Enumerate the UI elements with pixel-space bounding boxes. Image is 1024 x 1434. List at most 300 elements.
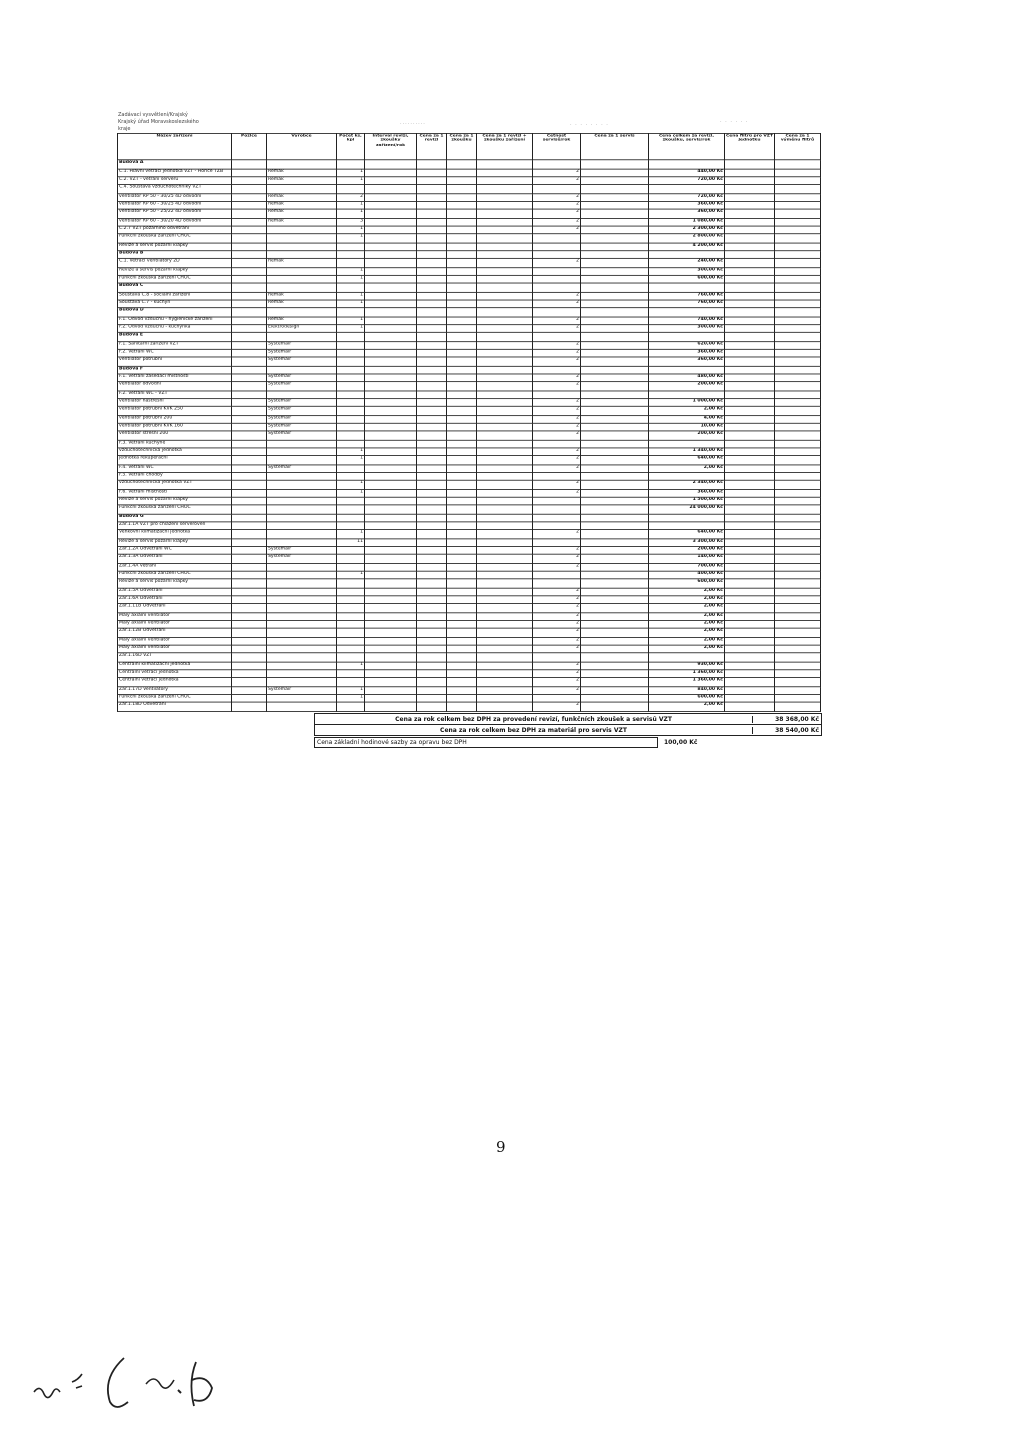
table-cell [477,645,533,653]
table-cell [232,456,267,465]
table-cell [365,177,417,185]
table-cell [337,366,365,374]
table-cell [775,349,821,357]
table-cell [365,702,417,711]
table-cell: 1 360,00 Kč [649,677,725,686]
table-cell: 1 500,00 Kč [649,497,725,505]
table-cell: ventilátor nástřešní [118,399,232,407]
table-row [118,554,821,563]
table-cell [649,308,725,317]
table-cell [581,456,649,465]
table-cell [337,258,365,267]
table-cell [232,522,267,530]
table-cell [725,579,775,588]
table-cell [775,332,821,341]
column-header: Cena za 1 výměnu filtrů [775,133,821,159]
table-cell: 200,00 Kč [649,382,725,391]
table-cell: 2 [533,554,581,563]
table-row [118,349,821,357]
table-cell [725,554,775,563]
table-cell [337,431,365,440]
table-cell: C.4. Soustava vzduchotechniky VZT [118,184,232,193]
table-cell [581,300,649,308]
table-cell [477,505,533,514]
table-cell [232,440,267,448]
table-row [118,571,821,579]
table-cell [417,613,447,621]
table-cell: 2 [533,613,581,621]
table-cell [417,169,447,177]
table-cell [447,160,477,169]
table-cell [725,456,775,465]
table-cell [447,571,477,579]
table-cell [447,613,477,621]
table-cell [649,440,725,448]
table-cell [477,268,533,276]
table-cell [417,349,447,357]
table-cell [649,473,725,481]
table-cell [232,366,267,374]
table-cell [267,613,337,621]
table-cell [649,160,725,169]
table-cell [725,160,775,169]
table-cell [775,177,821,185]
table-cell [581,423,649,431]
table-cell [417,440,447,448]
table-cell [365,406,417,415]
table-cell: 1 [337,480,365,489]
table-cell [267,332,337,341]
table-cell: Zař.1.18D Odvětrání [118,702,232,711]
table-cell [477,416,533,424]
table-cell [775,201,821,209]
table-cell [775,456,821,465]
table-cell [365,653,417,662]
table-cell [775,628,821,637]
table-cell: ventilátor RP 60 - 30/25 4D odvodní [118,201,232,209]
table-row [118,547,821,555]
table-row [118,620,821,628]
table-cell [232,613,267,621]
table-row [118,209,821,218]
table-cell [232,645,267,653]
table-cell [232,579,267,588]
table-cell [447,505,477,514]
table-cell [725,234,775,243]
table-cell [417,522,447,530]
table-cell [725,448,775,456]
table-cell [775,292,821,300]
table-cell: 2 [533,349,581,357]
table-row [118,645,821,653]
table-cell [775,431,821,440]
table-cell [417,480,447,489]
table-cell [337,406,365,415]
table-cell [447,416,477,424]
table-cell [775,497,821,505]
table-cell [775,406,821,415]
table-row [118,530,821,539]
table-cell [477,596,533,604]
table-cell: 240,00 Kč [649,258,725,267]
table-cell: Zař.1.12B Odvětrání [118,628,232,637]
table-cell [477,480,533,489]
table-cell: 640,00 Kč [649,530,725,539]
table-row [118,588,821,596]
table-cell: 1 080,00 Kč [649,218,725,226]
table-cell: 2 [533,662,581,670]
table-cell: F.5. Větrání chodby [118,473,232,481]
table-cell: Systemair [267,554,337,563]
table-cell [365,275,417,283]
table-cell [477,514,533,522]
table-cell [447,406,477,415]
table-cell [581,258,649,267]
table-row [118,234,821,243]
table-cell [417,194,447,202]
table-cell [417,539,447,547]
table-cell [365,687,417,695]
table-cell [581,218,649,226]
table-cell [533,234,581,243]
table-cell [337,497,365,505]
table-cell: Remak [267,177,337,185]
table-cell [232,554,267,563]
table-cell [232,406,267,415]
table-cell [267,670,337,678]
table-cell [365,497,417,505]
table-row [118,423,821,431]
table-cell [477,366,533,374]
table-cell: Revize a servis požární klapky [118,243,232,251]
table-cell [581,251,649,259]
table-cell [775,366,821,374]
table-cell [267,497,337,505]
table-cell: Zař.1.2A Odvětrání WC [118,547,232,555]
table-cell [533,251,581,259]
table-row [118,243,821,251]
table-cell [477,218,533,226]
table-cell [581,194,649,202]
table-cell [533,539,581,547]
page-number: 9 [496,1138,506,1156]
table-cell [417,357,447,366]
table-cell [447,169,477,177]
table-cell [725,440,775,448]
table-cell [775,687,821,695]
table-cell [365,300,417,308]
header-line: Krajský úřad Moravskoslezského [118,119,199,125]
table-cell [477,554,533,563]
table-cell [365,258,417,267]
table-cell [365,522,417,530]
handwritten-signature [28,1340,258,1420]
table-cell [581,490,649,498]
table-cell: 2,00 Kč [649,613,725,621]
table-cell: Budova C [118,283,232,292]
table-cell [232,423,267,431]
table-row [118,687,821,695]
table-cell: 1 [337,456,365,465]
table-cell [581,677,649,686]
table-cell [477,292,533,300]
table-cell: 4,00 Kč [649,416,725,424]
table-cell [447,382,477,391]
table-cell [417,456,447,465]
table-cell [232,539,267,547]
table-row [118,456,821,465]
table-cell [477,169,533,177]
table-cell: 2 [533,431,581,440]
table-cell [725,645,775,653]
table-cell [232,473,267,481]
table-cell [417,399,447,407]
table-row [118,490,821,498]
table-cell [725,177,775,185]
scan-smudge: .......... [400,120,426,126]
table-cell [725,226,775,234]
table-cell [581,547,649,555]
table-cell: 930,00 Kč [649,662,725,670]
table-cell [232,588,267,596]
table-cell [417,292,447,300]
table-cell [447,275,477,283]
table-cell: 840,00 Kč [649,687,725,695]
table-cell [477,571,533,579]
table-cell [417,374,447,382]
table-cell [365,292,417,300]
table-cell [581,564,649,572]
table-cell [365,366,417,374]
table-cell [232,547,267,555]
table-cell [232,391,267,399]
table-cell [775,579,821,588]
table-cell: Zař.1.5A Odvětrání [118,588,232,596]
table-cell [232,505,267,514]
table-cell [337,391,365,399]
table-cell: Funkční zkouška zařízení CHOC [118,694,232,702]
table-cell: 2 [533,177,581,185]
table-cell: Funkční zkouška zařízení CHOC [118,234,232,243]
table-cell: Budova A [118,160,232,169]
table-cell [477,283,533,292]
table-cell [267,662,337,670]
table-cell: 1 [337,275,365,283]
table-cell [267,251,337,259]
table-cell: 300,00 Kč [649,325,725,333]
table-cell [447,473,477,481]
table-row [118,596,821,604]
table-cell [581,169,649,177]
table-cell: Malý axiální ventilátor [118,620,232,628]
table-cell [365,243,417,251]
total-row [314,725,822,736]
table-cell [417,490,447,498]
table-cell [775,300,821,308]
table-cell [267,579,337,588]
table-cell [477,431,533,440]
table-cell [232,332,267,341]
table-cell [365,423,417,431]
table-cell [417,275,447,283]
table-cell: C.2.7 VZT požárního odvětrání [118,226,232,234]
document-header [118,112,199,133]
table-cell [725,292,775,300]
table-cell [417,530,447,539]
table-cell [337,349,365,357]
table-cell [365,440,417,448]
table-cell: F.2. Větrání WC - VZT [118,391,232,399]
table-cell [232,596,267,604]
table-cell [417,497,447,505]
table-cell [533,440,581,448]
table-cell [447,366,477,374]
hourly-rate-value: 100,00 Kč [664,739,698,746]
table-cell [417,209,447,218]
table-cell [447,194,477,202]
table-cell [581,201,649,209]
table-row [118,292,821,300]
table-cell [337,416,365,424]
table-cell [365,620,417,628]
table-cell [649,251,725,259]
table-row [118,637,821,645]
table-cell [775,539,821,547]
table-cell [447,283,477,292]
table-cell [232,268,267,276]
table-cell [725,694,775,702]
table-cell: Remak [267,209,337,218]
table-cell [447,456,477,465]
table-row [118,603,821,612]
table-cell [365,670,417,678]
table-cell [477,694,533,702]
table-cell: 740,00 Kč [649,317,725,325]
table-cell: 3 300,00 Kč [649,539,725,547]
table-cell: Zař.1.11B Odvětrání [118,603,232,612]
table-cell [447,530,477,539]
table-row [118,399,821,407]
table-cell [447,374,477,382]
table-cell [725,539,775,547]
table-cell [725,283,775,292]
table-cell [725,596,775,604]
table-row [118,184,821,193]
table-cell [232,571,267,579]
table-row [118,448,821,456]
table-cell [447,440,477,448]
table-cell [581,465,649,473]
table-cell [581,308,649,317]
column-header: Cena za 1 servis [581,133,649,159]
table-row [118,431,821,440]
table-cell [232,603,267,612]
table-cell: Zař.1.16D VZT [118,653,232,662]
table-cell [775,620,821,628]
table-row [118,670,821,678]
table-cell: 1 [337,325,365,333]
table-cell [581,332,649,341]
table-cell [417,184,447,193]
table-cell [725,637,775,645]
table-cell [267,234,337,243]
table-cell [581,292,649,300]
table-cell: 2 [533,628,581,637]
table-cell [725,201,775,209]
table-cell: 140,00 Kč [649,554,725,563]
table-cell [365,554,417,563]
table-cell [725,588,775,596]
table-cell [581,440,649,448]
table-cell [581,234,649,243]
table-cell: 2 [533,456,581,465]
table-cell [447,399,477,407]
table-row [118,522,821,530]
table-cell: 2 800,00 Kč [649,234,725,243]
table-cell [775,596,821,604]
table-cell [337,440,365,448]
table-cell [581,243,649,251]
table-cell [365,694,417,702]
table-cell [417,317,447,325]
table-cell [725,662,775,670]
table-cell: 2 [533,490,581,498]
table-row [118,465,821,473]
table-cell [337,554,365,563]
table-cell [365,308,417,317]
table-cell [477,399,533,407]
table-cell [725,275,775,283]
table-cell [337,637,365,645]
table-cell [581,177,649,185]
table-cell: Venkovní klimatizační jednotka [118,530,232,539]
table-cell [581,357,649,366]
table-cell [267,226,337,234]
table-cell [365,564,417,572]
table-cell [775,275,821,283]
table-cell: Budova E [118,332,232,341]
table-cell: 1 [337,268,365,276]
table-cell [775,645,821,653]
table-cell [581,209,649,218]
table-cell [232,490,267,498]
table-cell [725,530,775,539]
table-cell [337,613,365,621]
table-cell [365,209,417,218]
table-cell [581,645,649,653]
table-cell: 2 [533,677,581,686]
table-cell [232,275,267,283]
table-cell [775,308,821,317]
table-cell: ventilátor RP 50 - 25/22 4D odvodní [118,209,232,218]
table-cell [477,342,533,350]
column-header: Četnost servisů/rok [533,133,581,159]
table-cell: Remak [267,201,337,209]
table-cell [477,349,533,357]
section-row [118,308,821,317]
table-cell: C.2. VZT - větrání serveru [118,177,232,185]
table-cell [365,391,417,399]
table-cell: 2 [533,201,581,209]
table-cell [417,300,447,308]
table-cell [775,283,821,292]
table-cell: 2,00 Kč [649,588,725,596]
table-cell: Centrální klimatizační jednotka [118,662,232,670]
table-cell [725,473,775,481]
table-row [118,218,821,226]
table-row [118,275,821,283]
table-cell [581,275,649,283]
